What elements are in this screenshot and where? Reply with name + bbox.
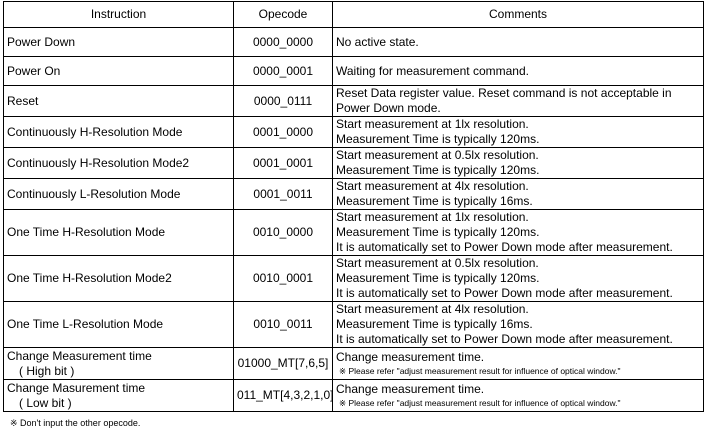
instruction-text: Reset xyxy=(7,93,39,108)
instruction-text: Power On xyxy=(7,63,61,78)
instruction-text: Continuously L-Resolution Mode xyxy=(7,186,181,201)
opecode-cell: 0010_0000 xyxy=(234,210,333,256)
instruction-subtext: ( Low bit ) xyxy=(7,395,72,410)
instruction-cell xyxy=(4,86,234,117)
instruction-text: Change Measurement time xyxy=(7,348,152,363)
comment-line: Power Down mode. xyxy=(336,101,441,115)
instruction-cell xyxy=(4,256,234,302)
opecode-cell: 0000_0111 xyxy=(234,86,333,117)
comment-line: Change measurement time. xyxy=(336,381,485,396)
table-row xyxy=(4,302,704,348)
comment-line: Measurement Time is typically 120ms. xyxy=(336,271,540,285)
instruction-cell xyxy=(4,57,234,86)
opecode-cell: 0001_0011 xyxy=(234,179,333,210)
instruction-text: Continuously H-Resolution Mode xyxy=(7,124,183,139)
instruction-cell xyxy=(4,348,234,380)
instruction-cell xyxy=(4,380,234,412)
comment-line: Start measurement at 0.5lx resolution. xyxy=(336,148,539,162)
opecode-cell: 0010_0001 xyxy=(234,256,333,302)
instruction-cell xyxy=(4,117,234,148)
opecode-cell: 0001_0001 xyxy=(234,148,333,179)
footnote: ※ Don't input the other opecode. xyxy=(10,418,141,428)
comment-line: Change measurement time. xyxy=(336,349,485,364)
opecode-cell: 0010_0011 xyxy=(234,302,333,348)
comment-line: Measurement Time is typically 16ms. xyxy=(336,194,533,208)
table-row xyxy=(4,28,704,57)
table-row xyxy=(4,210,704,256)
instruction-text: Change Masurement time xyxy=(7,380,146,395)
instruction-cell xyxy=(4,302,234,348)
instruction-text: One Time H-Resolution Mode2 xyxy=(7,271,172,285)
comments-cell xyxy=(333,256,704,302)
table-row xyxy=(4,256,704,302)
comment-line: Start measurement at 4lx resolution. xyxy=(336,302,529,316)
comment-line: Start measurement at 0.5lx resolution. xyxy=(336,256,539,270)
comments-cell xyxy=(333,179,704,210)
opecode-cell: 0000_0000 xyxy=(234,28,333,57)
header-opecode: Opecode xyxy=(234,2,333,28)
table-row xyxy=(4,117,704,148)
instruction-text: One Time H-Resolution Mode xyxy=(7,225,166,239)
comment-line: Waiting for measurement command. xyxy=(336,63,529,78)
comments-cell xyxy=(333,86,704,117)
instruction-cell xyxy=(4,28,234,57)
comment-line: Start measurement at 1lx resolution. xyxy=(336,210,529,224)
comment-line: Start measurement at 1lx resolution. xyxy=(336,117,529,131)
comments-cell xyxy=(333,380,704,412)
opecode-cell: 0001_0000 xyxy=(234,117,333,148)
table-row xyxy=(4,86,704,117)
table-row xyxy=(4,179,704,210)
comment-note: ※ Please refer "adjust measurement result for influence of optical window." xyxy=(339,397,621,408)
comments-cell xyxy=(333,57,704,86)
comments-cell xyxy=(333,210,704,256)
opecode-cell: 011_MT[4,3,2,1,0] xyxy=(234,380,333,412)
comment-line: Measurement Time is typically 120ms. xyxy=(336,225,540,239)
instruction-table xyxy=(3,1,704,412)
comments-cell xyxy=(333,302,704,348)
table-row xyxy=(4,148,704,179)
comment-line: It is automatically set to Power Down mode after measurement. xyxy=(336,332,673,346)
opecode-cell: 0000_0001 xyxy=(234,57,333,86)
comment-line: Reset Data register value. Reset command is not acceptable in xyxy=(336,86,672,100)
instruction-cell xyxy=(4,148,234,179)
comments-cell xyxy=(333,148,704,179)
table-row xyxy=(4,348,704,380)
instruction-text: Continuously H-Resolution Mode2 xyxy=(7,155,190,170)
table-row xyxy=(4,57,704,86)
comments-cell xyxy=(333,348,704,380)
comment-line: Measurement Time is typically 16ms. xyxy=(336,317,533,331)
instruction-cell xyxy=(4,210,234,256)
comment-note: ※ Please refer "adjust measurement result for influence of optical window." xyxy=(339,365,621,376)
comments-cell xyxy=(333,117,704,148)
header-instruction: Instruction xyxy=(4,2,234,28)
comment-line: Measurement Time is typically 120ms. xyxy=(336,132,540,146)
comment-line: Start measurement at 4lx resolution. xyxy=(336,179,529,193)
comment-line: Measurement Time is typically 120ms. xyxy=(336,163,540,177)
opecode-cell: 01000_MT[7,6,5] xyxy=(234,348,333,380)
instruction-cell xyxy=(4,179,234,210)
table-header-row xyxy=(4,2,704,28)
instruction-text: One Time L-Resolution Mode xyxy=(7,317,164,331)
instruction-text: Power Down xyxy=(7,34,76,49)
table-row xyxy=(4,380,704,412)
header-comments: Comments xyxy=(333,2,704,28)
instruction-subtext: ( High bit ) xyxy=(7,363,75,378)
comment-line: It is automatically set to Power Down mode after measurement. xyxy=(336,286,673,300)
comment-line: It is automatically set to Power Down mode after measurement. xyxy=(336,240,673,254)
comments-cell xyxy=(333,28,704,57)
comment-line: No active state. xyxy=(336,34,419,49)
